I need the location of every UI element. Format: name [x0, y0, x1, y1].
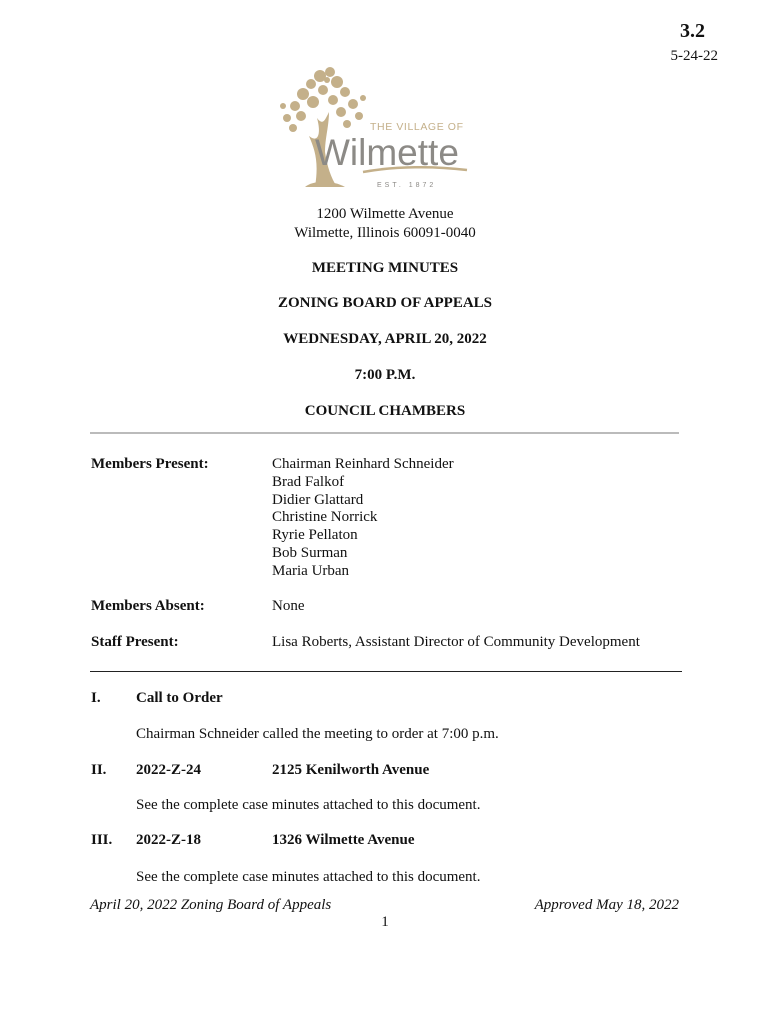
title-meeting-minutes: MEETING MINUTES [311, 260, 459, 276]
logo-name: Wilmette [315, 132, 459, 173]
member-name: Didier Glattard [272, 491, 364, 508]
members-absent-value: None [272, 598, 305, 614]
village-logo [275, 62, 500, 194]
section-2-body: See the complete case minutes attached to this document. [136, 797, 481, 813]
attendance-divider [90, 671, 682, 672]
section-3-address: 1326 Wilmette Avenue [272, 832, 415, 848]
member-name: Maria Urban [272, 562, 350, 579]
member-name: Ryrie Pellaton [272, 527, 358, 544]
agenda-item-number: 3.2 [680, 20, 705, 42]
members-present-list [272, 456, 454, 581]
section-2-case: 2022-Z-24 [136, 762, 201, 778]
title-date: WEDNESDAY, APRIL 20, 2022 [283, 331, 487, 347]
member-name: Brad Falkof [272, 473, 345, 490]
address-line-1: 1200 Wilmette Avenue [316, 206, 454, 222]
footer-left: April 20, 2022 Zoning Board of Appeals [90, 897, 332, 913]
section-2-address: 2125 Kenilworth Avenue [272, 762, 430, 778]
member-name: Christine Norrick [272, 509, 378, 526]
staff-present-label: Staff Present: [91, 634, 179, 650]
address-line-2: Wilmette, Illinois 60091-0040 [294, 225, 476, 241]
logo-est: EST. 1872 [377, 182, 437, 189]
staff-present-value: Lisa Roberts, Assistant Director of Community Development [272, 634, 640, 650]
footer-right: Approved May 18, 2022 [534, 897, 679, 913]
page-number: 1 [381, 914, 389, 930]
section-1-body: Chairman Schneider called the meeting to order at 7:00 p.m. [136, 726, 499, 742]
section-3-number: III. [91, 832, 113, 848]
member-name: Bob Surman [272, 544, 348, 561]
header-divider [90, 432, 679, 434]
members-absent-label: Members Absent: [91, 598, 205, 614]
section-2-number: II. [91, 762, 107, 778]
members-present-label: Members Present: [91, 456, 209, 472]
section-1-title: Call to Order [136, 690, 223, 706]
member-name: Chairman Reinhard Schneider [272, 456, 454, 472]
title-board: ZONING BOARD OF APPEALS [277, 295, 493, 311]
section-3-case: 2022-Z-18 [136, 832, 201, 848]
logo-small-text: THE VILLAGE OF [370, 121, 464, 133]
title-time: 7:00 P.M. [354, 367, 416, 383]
section-1-number: I. [91, 690, 101, 706]
document-date: 5-24-22 [670, 48, 718, 64]
section-3-body: See the complete case minutes attached to this document. [136, 869, 481, 885]
title-location: COUNCIL CHAMBERS [304, 403, 466, 419]
